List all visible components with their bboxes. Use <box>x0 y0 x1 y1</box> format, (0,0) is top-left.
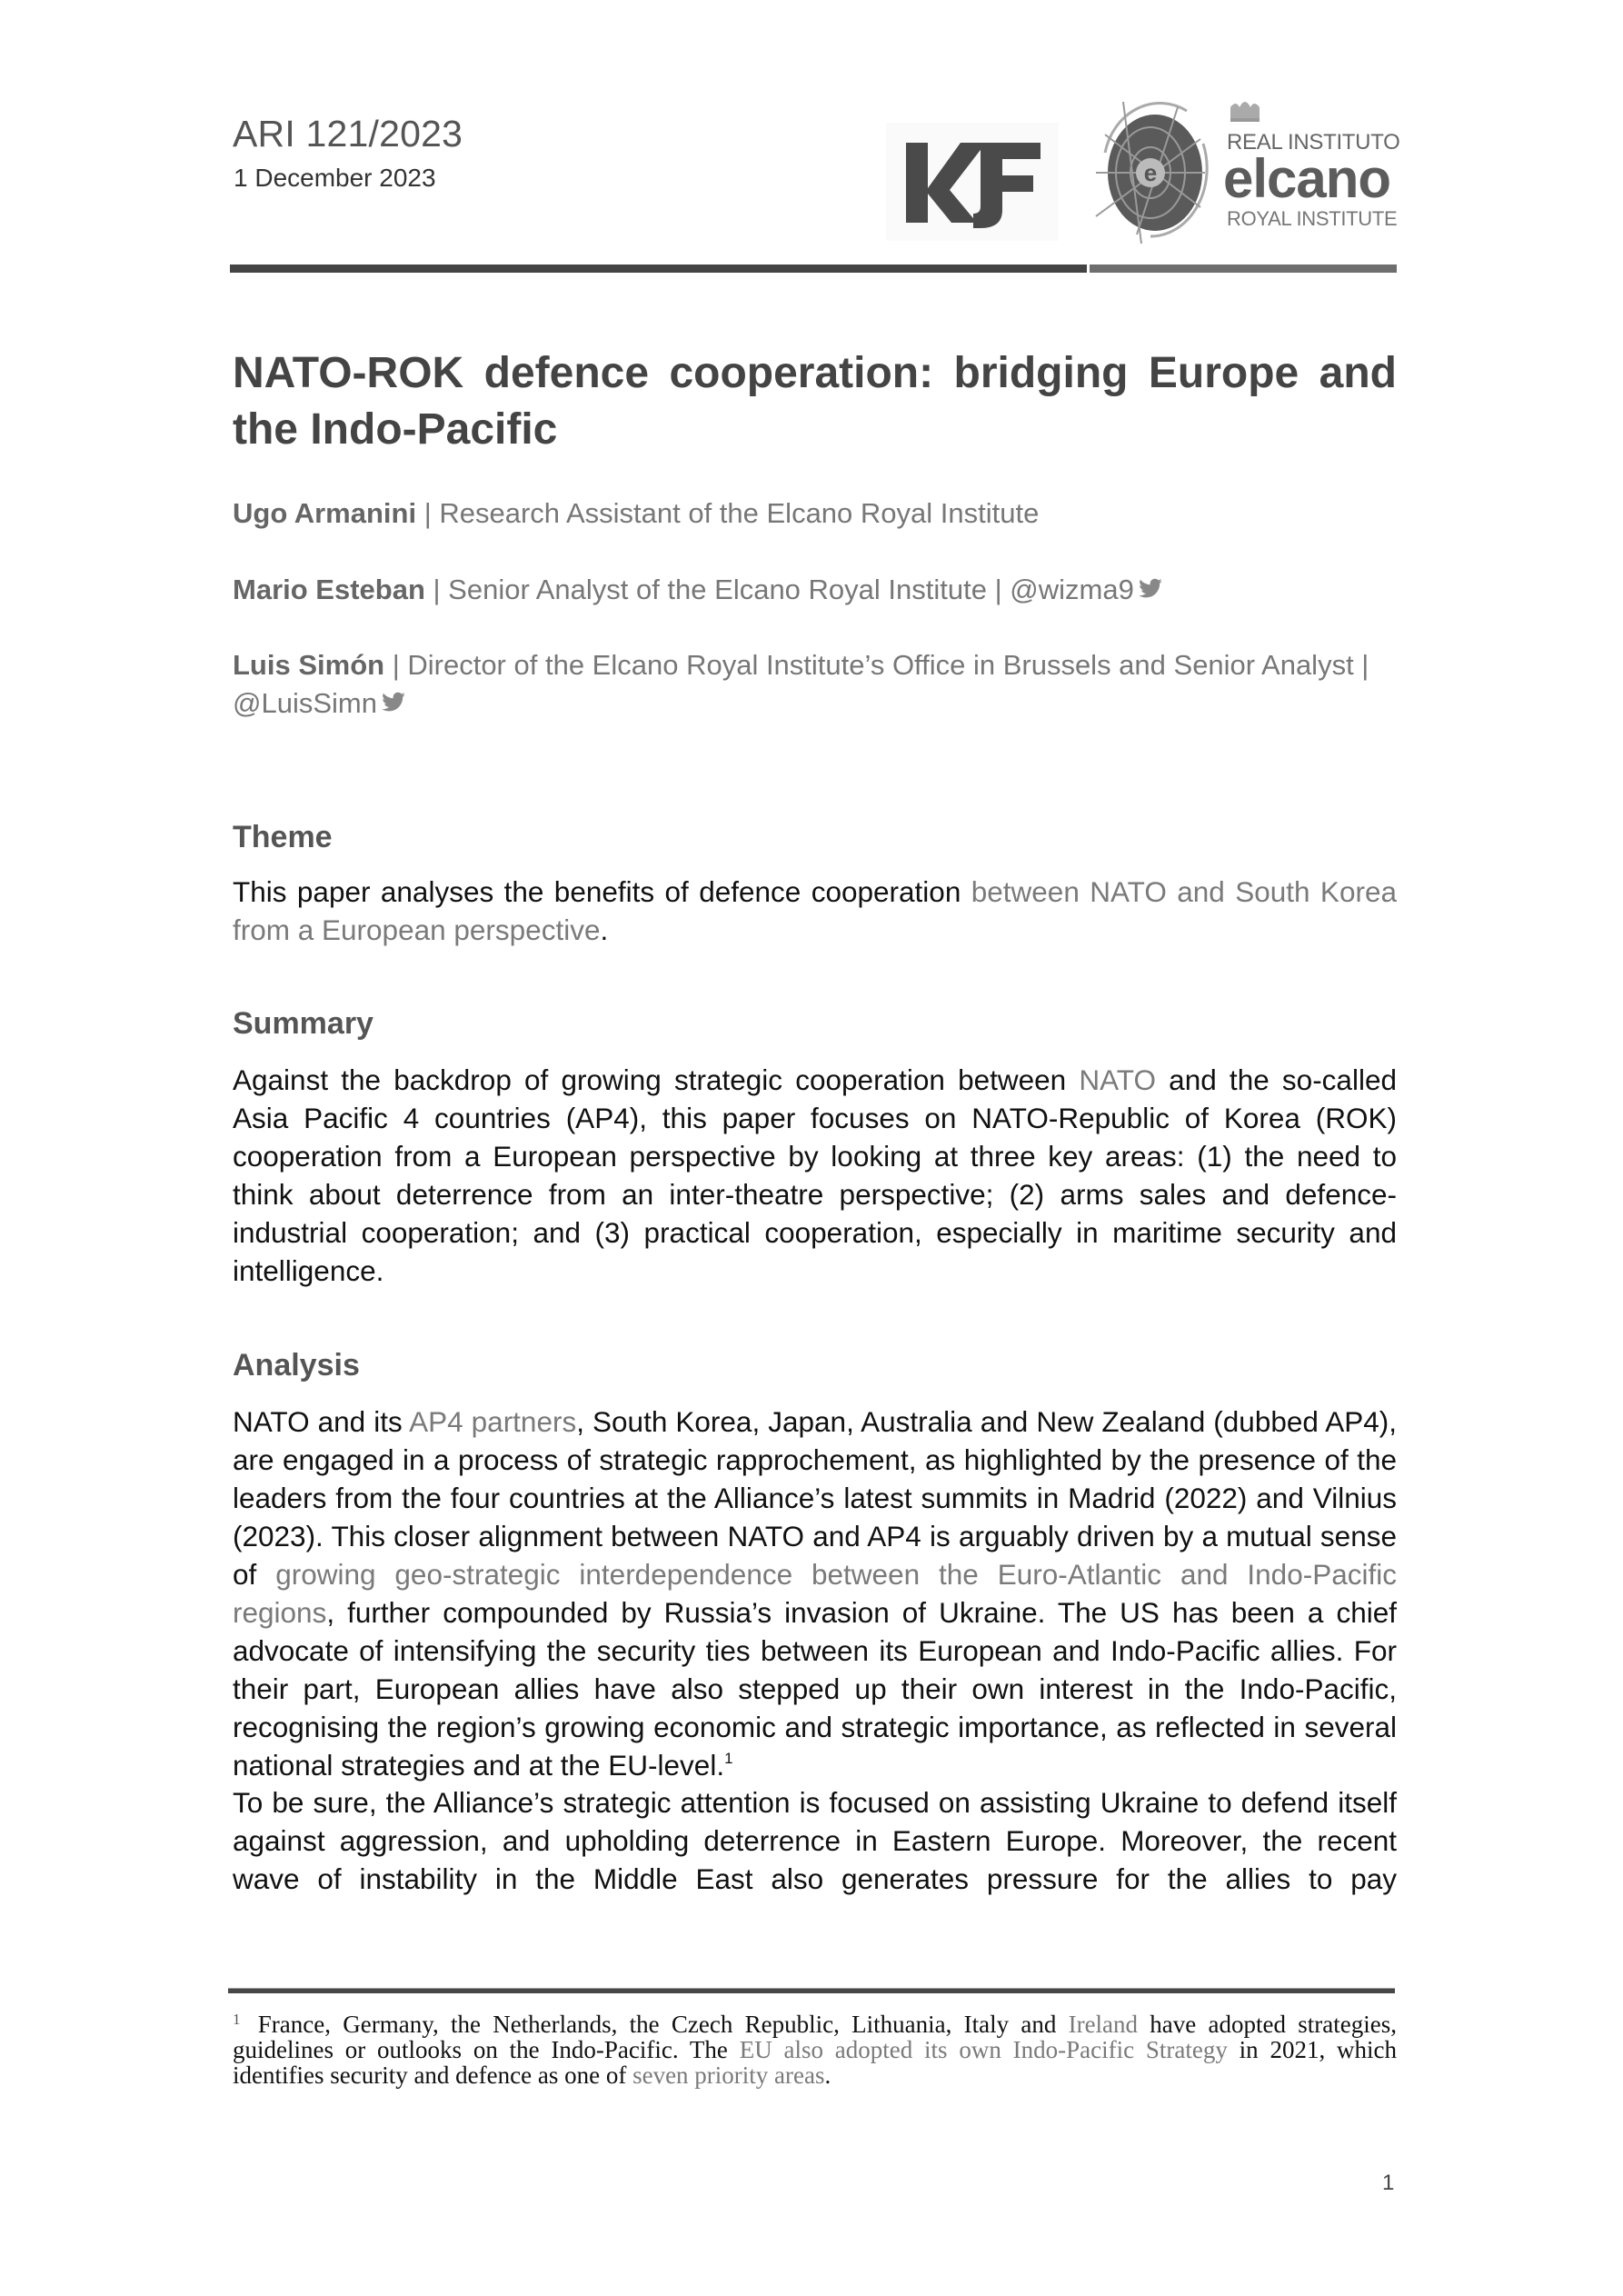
analysis-paragraph: To be sure, the Alliance’s strategic attention is focused on assisting Ukraine to defend itself against aggression, and upholding deterrence in Eastern Europe. Moreover, the recent wave of instability in the Middle East also generates pressure for the allies to pay <box>233 1786 1397 1895</box>
theme-paragraph <box>233 873 1397 949</box>
text: have adopted strategies, guidelines or outlooks on the Indo-Pacific. The <box>233 2011 1397 2063</box>
footnote-mark: 1 <box>233 2011 241 2028</box>
section-heading-theme: Theme <box>233 820 333 854</box>
author-name: Mario Esteban <box>233 574 425 605</box>
twitter-icon[interactable] <box>1138 578 1163 600</box>
ireland-link[interactable]: Ireland <box>1068 2011 1139 2038</box>
footnote-reference[interactable]: 1 <box>724 1750 733 1767</box>
text: This paper analyses the benefits of defence cooperation <box>233 875 971 908</box>
author-line <box>233 571 1397 609</box>
kf-logo <box>886 123 1059 241</box>
author-role: | Director of the Elcano Royal Institute’s Office in Brussels and Senior Analyst | <box>392 649 1369 681</box>
footnote <box>233 2007 1397 2088</box>
interdependence-link[interactable]: growing geo-strategic interdependence between the Euro-Atlantic and Indo-Pacific regions <box>233 1558 1397 1629</box>
author-line <box>233 646 1397 723</box>
report-date: 1 December 2023 <box>234 164 436 192</box>
section-heading-summary: Summary <box>233 1006 373 1041</box>
author-twitter-handle[interactable]: @LuisSimn <box>233 687 377 719</box>
text: , South Korea, Japan, Australia and New Zealand (dubbed AP4), are engaged in a process of strategic rapprochement, as highlighted by the presence of the leaders from the four countries at the Alliance’s latest summits in Madrid (2022) and Vilnius (2023). This closer alignment between NATO and AP4 is arguably driven by a mutual sense of <box>233 1405 1397 1591</box>
text: France, Germany, the Netherlands, the Czech Republic, Lithuania, Italy and <box>245 2011 1069 2038</box>
twitter-icon[interactable] <box>381 692 406 714</box>
page-number: 1 <box>1382 2171 1395 2195</box>
elcano-logo-line3: ROYAL INSTITUTE <box>1227 207 1398 230</box>
author-role: | Senior Analyst of the Elcano Royal Institute | <box>433 574 1002 605</box>
text: and the so-called Asia Pacific 4 countries (AP4), this paper focuses on NATO-Republic of Korea (ROK) cooperation from a European perspective by looking at three key areas: (1) the need to think about deterrence from an inter-theatre perspective; (2) arms sales and defence-industrial cooperation; and (3) practical cooperation, especially in maritime security and intelligence. <box>233 1063 1397 1287</box>
elcano-globe-logo <box>1087 98 1214 244</box>
footnote-rule <box>228 1988 1395 1993</box>
page-title: NATO-ROK defence cooperation: bridging Europe and the Indo-Pacific <box>233 349 1397 454</box>
author-line <box>233 494 1397 533</box>
eu-strategy-link[interactable]: EU also adopted its own Indo-Pacific Strategy <box>739 2036 1228 2063</box>
author-twitter-handle[interactable]: @wizma9 <box>1010 574 1134 605</box>
theme-link[interactable]: between NATO and South Korea from a European perspective <box>233 875 1397 946</box>
text: Against the backdrop of growing strategic cooperation between <box>233 1063 1080 1096</box>
ap4-partners-link[interactable]: AP4 partners <box>409 1405 577 1438</box>
svg-text:e: e <box>1143 159 1158 186</box>
elcano-logo-line1: REAL INSTITUTO <box>1227 130 1400 155</box>
summary-paragraph <box>233 1061 1397 1290</box>
crown-icon <box>1227 96 1263 124</box>
elcano-logo-wordmark: elcano <box>1223 148 1391 209</box>
text: in 2021, which identifies security and defence as one of <box>233 2036 1397 2089</box>
header-rule <box>230 265 1397 273</box>
report-code: ARI 121/2023 <box>233 113 463 155</box>
text: . <box>824 2061 831 2089</box>
priority-areas-link[interactable]: seven priority areas <box>632 2061 825 2089</box>
nato-link[interactable]: NATO <box>1079 1063 1156 1096</box>
text: . <box>600 913 609 946</box>
author-name: Ugo Armanini <box>233 497 417 529</box>
analysis-paragraph <box>233 1403 1397 1784</box>
author-role: | Research Assistant of the Elcano Royal Institute <box>423 497 1040 529</box>
text: NATO and its <box>233 1405 410 1438</box>
author-name: Luis Simón <box>233 649 385 681</box>
text: , further compounded by Russia’s invasion of Ukraine. The US has been a chief advocate of intensifying the security ties between its European and Indo-Pacific allies. For their part, European allies have also stepped up their own interest in the Indo-Pacific, recognising the region’s growing economic and strategic importance, as reflected in several national strategies and at the EU-level. <box>233 1596 1397 1782</box>
section-heading-analysis: Analysis <box>233 1348 360 1383</box>
